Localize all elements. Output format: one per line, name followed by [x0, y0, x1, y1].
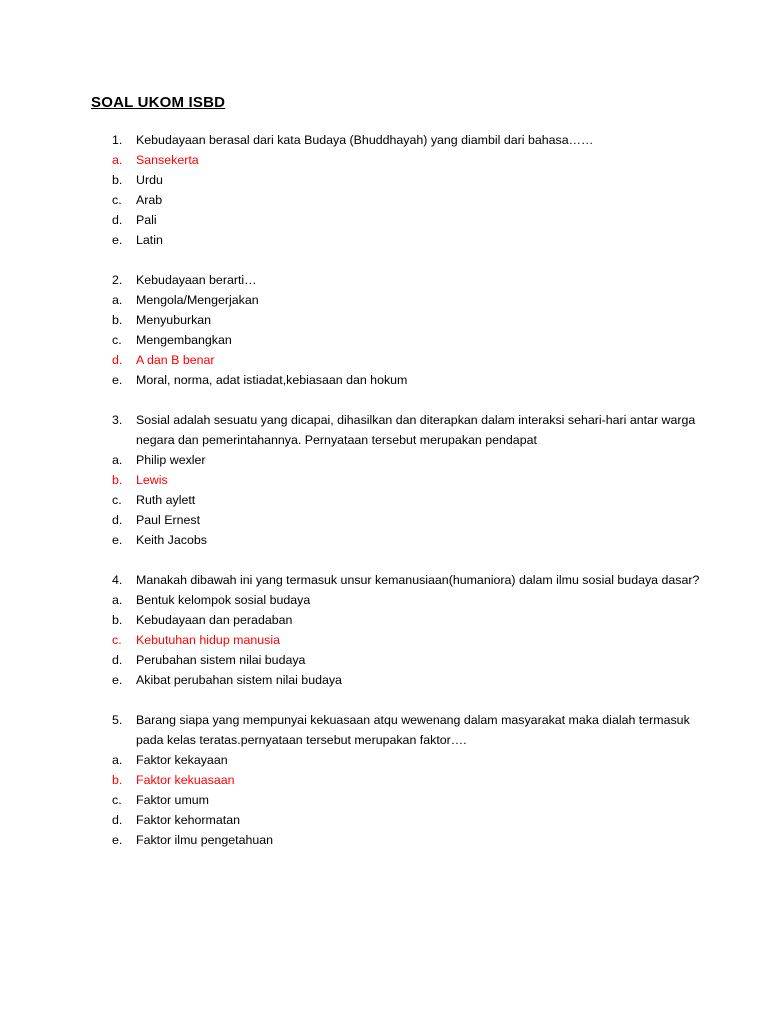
question-text: Sosial adalah sesuatu yang dicapai, dihasilkan dan diterapkan dalam interaksi sehari-hari antar warga negara dan pemerintahannya. Pernyataan tersebut merupakan pendapat: [136, 413, 696, 447]
answer-option: [112, 670, 702, 690]
option-text: Faktor ilmu pengetahuan: [136, 833, 274, 847]
option-text: A dan B benar: [136, 353, 215, 367]
answer-option: [112, 190, 702, 210]
answer-option-correct: [112, 350, 702, 370]
option-letter: e.: [112, 373, 123, 387]
answer-option: [112, 370, 702, 390]
option-letter: c.: [112, 333, 122, 347]
option-text: Kebudayaan dan peradaban: [136, 613, 293, 627]
option-letter: b.: [112, 173, 123, 187]
question-number: 5.: [112, 713, 123, 727]
option-letter: e.: [112, 673, 123, 687]
question-2: [112, 270, 702, 390]
answer-option: [112, 290, 702, 310]
option-letter: e.: [112, 533, 123, 547]
option-text: Keith Jacobs: [136, 533, 207, 547]
option-text: Arab: [136, 193, 163, 207]
option-letter: a.: [112, 293, 123, 307]
answer-option-correct: [112, 150, 702, 170]
option-letter: c.: [112, 493, 122, 507]
option-text: Ruth aylett: [136, 493, 196, 507]
question-text: Manakah dibawah ini yang termasuk unsur kemanusiaan(humaniora) dalam ilmu sosial budaya dasar?: [136, 573, 700, 587]
option-letter: a.: [112, 153, 123, 167]
answer-option: [112, 530, 702, 550]
option-letter: d.: [112, 513, 123, 527]
document-title: SOAL UKOM ISBD: [91, 94, 226, 111]
question-text: Barang siapa yang mempunyai kekuasaan atqu wewenang dalam masyarakat maka dialah termasuk pada kelas teratas.pernyataan tersebut merupakan faktor….: [136, 713, 690, 747]
question-list: [112, 130, 702, 870]
option-letter: c.: [112, 193, 122, 207]
question-stem: [112, 570, 702, 590]
option-text: Akibat perubahan sistem nilai budaya: [136, 673, 342, 687]
option-text: Mengembangkan: [136, 333, 232, 347]
answer-option: [112, 750, 702, 770]
answer-option-correct: [112, 630, 702, 650]
option-letter: d.: [112, 213, 123, 227]
option-letter: d.: [112, 353, 123, 367]
option-text: Bentuk kelompok sosial budaya: [136, 593, 311, 607]
answer-option: [112, 830, 702, 850]
question-3: [112, 410, 702, 550]
option-letter: c.: [112, 633, 122, 647]
answer-option: [112, 230, 702, 250]
option-letter: a.: [112, 753, 123, 767]
option-text: Perubahan sistem nilai budaya: [136, 653, 306, 667]
answer-option-correct: [112, 470, 702, 490]
option-text: Menyuburkan: [136, 313, 212, 327]
option-letter: d.: [112, 653, 123, 667]
answer-option: [112, 490, 702, 510]
option-text: Urdu: [136, 173, 163, 187]
option-text: Faktor kekuasaan: [136, 773, 235, 787]
option-text: Pali: [136, 213, 157, 227]
answer-option: [112, 790, 702, 810]
option-text: Lewis: [136, 473, 168, 487]
answer-option: [112, 810, 702, 830]
answer-option: [112, 170, 702, 190]
option-text: Kebutuhan hidup manusia: [136, 633, 280, 647]
option-letter: a.: [112, 453, 123, 467]
answer-option: [112, 310, 702, 330]
answer-option: [112, 510, 702, 530]
option-letter: e.: [112, 233, 123, 247]
answer-option: [112, 330, 702, 350]
question-stem: [112, 410, 702, 450]
answer-option: [112, 650, 702, 670]
answer-option: [112, 610, 702, 630]
question-text: Kebudayaan berarti…: [136, 273, 257, 287]
option-text: Faktor kekayaan: [136, 753, 228, 767]
question-stem: [112, 270, 702, 290]
option-text: Faktor umum: [136, 793, 209, 807]
option-text: Paul Ernest: [136, 513, 201, 527]
option-letter: b.: [112, 313, 123, 327]
question-number: 1.: [112, 133, 123, 147]
question-number: 2.: [112, 273, 123, 287]
option-text: Faktor kehormatan: [136, 813, 240, 827]
option-text: Moral, norma, adat istiadat,kebiasaan dan hokum: [136, 373, 408, 387]
question-stem: [112, 710, 702, 750]
answer-option: [112, 590, 702, 610]
option-letter: b.: [112, 473, 123, 487]
option-letter: e.: [112, 833, 123, 847]
option-text: Sansekerta: [136, 153, 199, 167]
option-text: Mengola/Mengerjakan: [136, 293, 259, 307]
option-text: Latin: [136, 233, 163, 247]
question-5: [112, 710, 702, 850]
option-text: Philip wexler: [136, 453, 206, 467]
question-stem: [112, 130, 702, 150]
question-number: 4.: [112, 573, 123, 587]
question-4: [112, 570, 702, 690]
option-letter: d.: [112, 813, 123, 827]
option-letter: b.: [112, 773, 123, 787]
question-1: [112, 130, 702, 250]
question-number: 3.: [112, 413, 123, 427]
question-text: Kebudayaan berasal dari kata Budaya (Bhuddhayah) yang diambil dari bahasa……: [136, 133, 594, 147]
answer-option: [112, 210, 702, 230]
option-letter: a.: [112, 593, 123, 607]
option-letter: c.: [112, 793, 122, 807]
answer-option: [112, 450, 702, 470]
answer-option-correct: [112, 770, 702, 790]
option-letter: b.: [112, 613, 123, 627]
